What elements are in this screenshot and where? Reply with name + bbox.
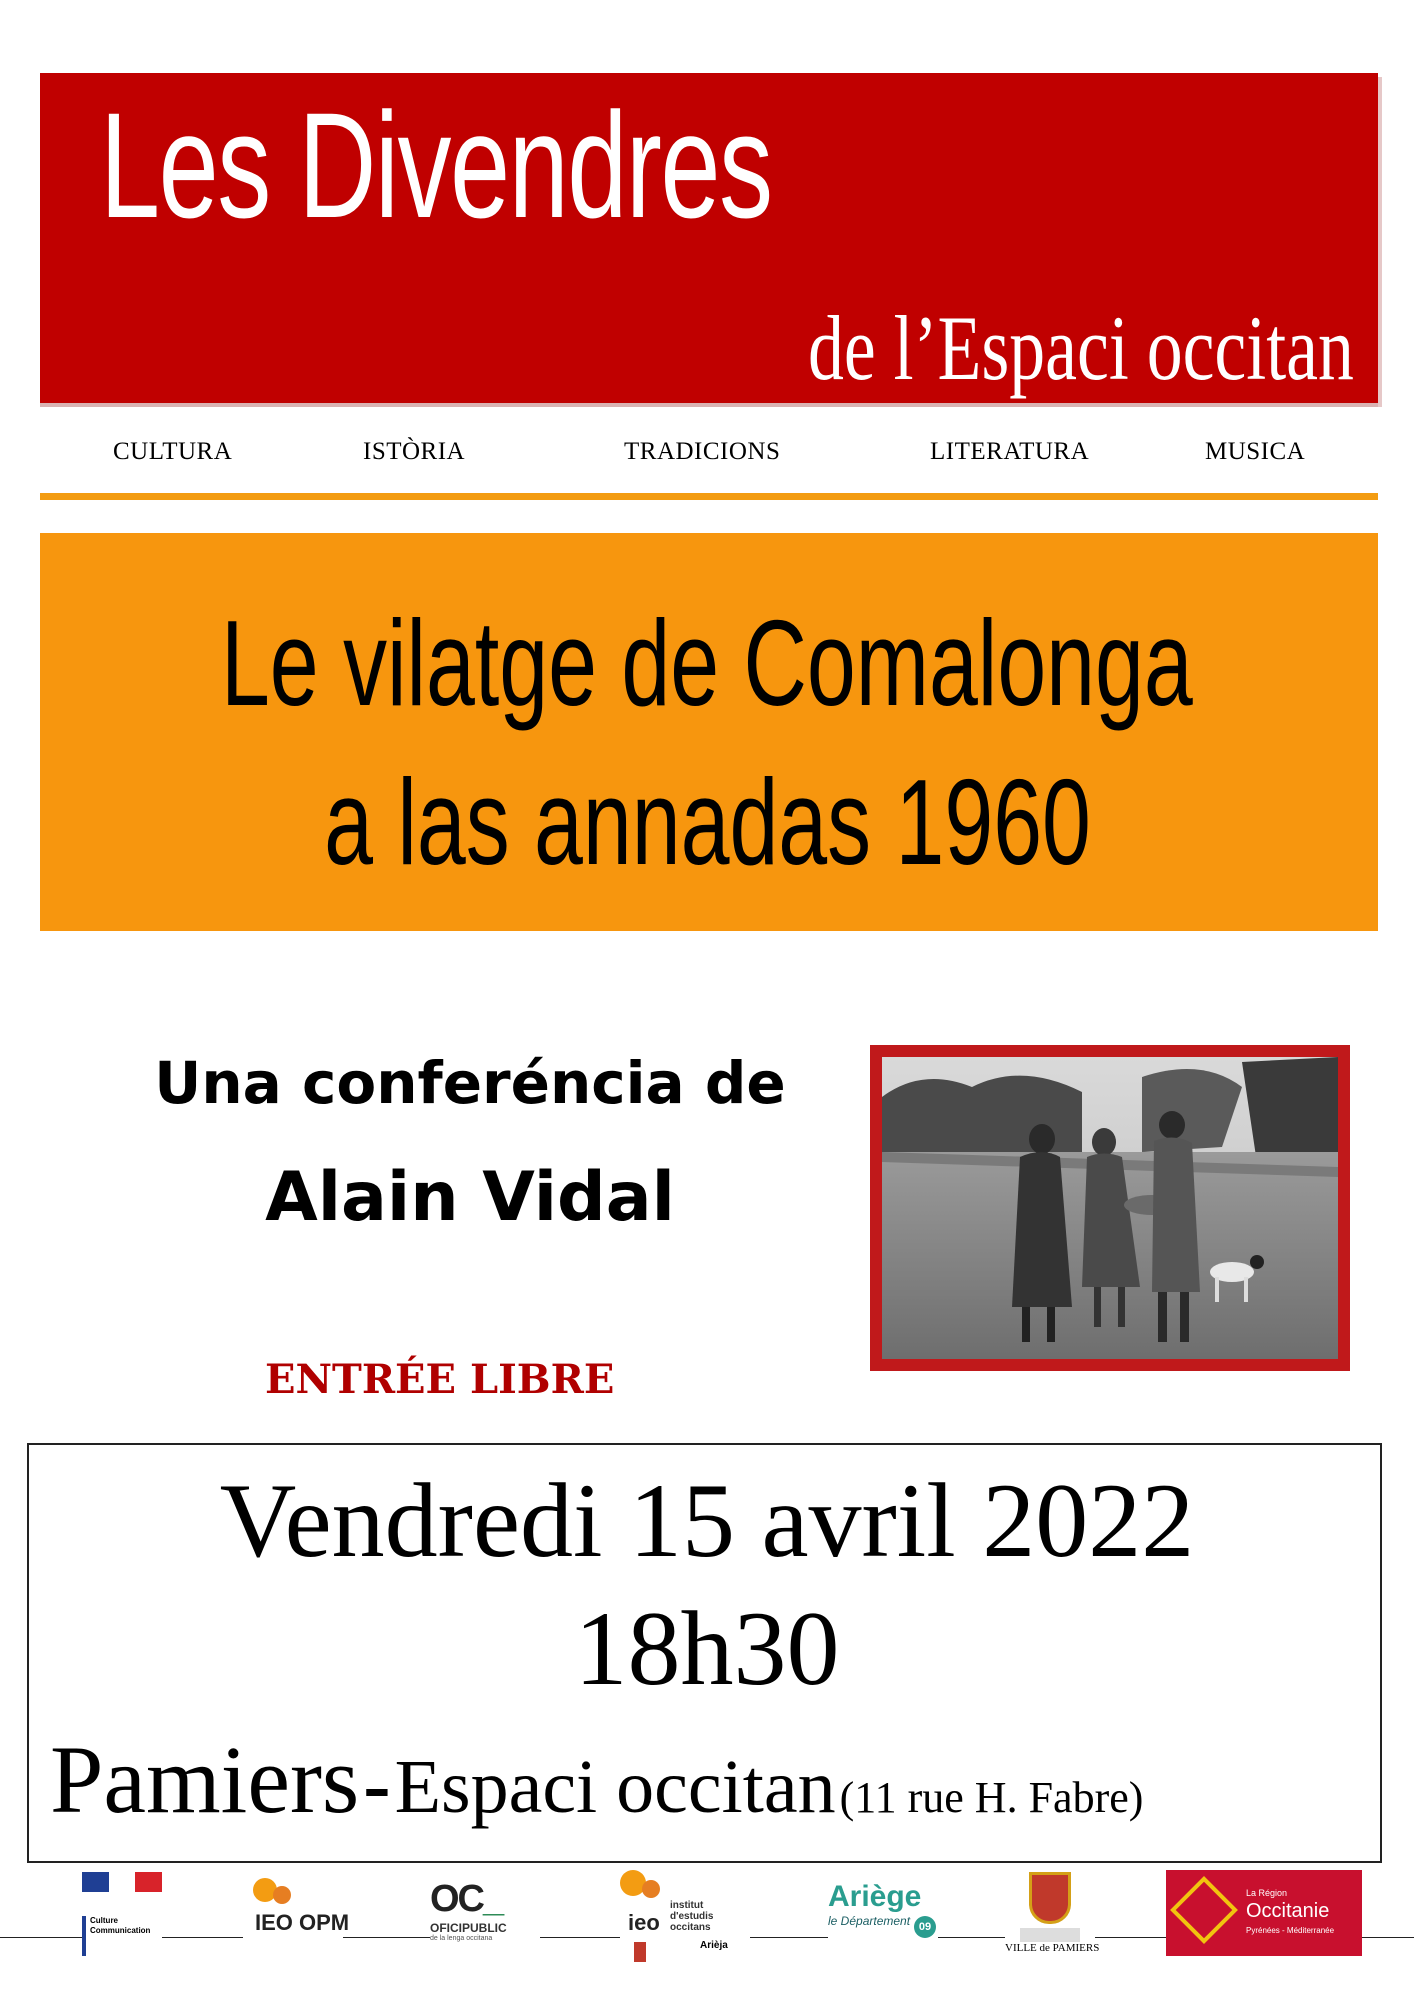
free-entry-label: ENTRÉE LIBRE <box>265 1356 615 1403</box>
venue-name: Espaci occitan <box>394 1745 836 1829</box>
ariege-logo: Ariège le Département 09 <box>828 1880 938 1955</box>
photo-frame <box>870 1045 1350 1371</box>
oficipublic-logo: OC_ OFICIPUBLIC de la lenga occitana <box>430 1878 540 1964</box>
topic-musica: MUSICA <box>1205 438 1306 465</box>
venue-city: Pamiers <box>50 1726 360 1833</box>
topic-istoria: ISTÒRIA <box>363 438 466 465</box>
event-title-line-2: a las annadas 1960 <box>323 754 1091 890</box>
topic-tradicions: TRADICIONS <box>624 438 781 465</box>
speaker-name: Alain Vidal <box>265 1158 675 1237</box>
pamiers-logo: VILLE de PAMIERS <box>1005 1872 1095 1972</box>
banner-title: Les Divendres <box>100 81 772 249</box>
region-occitanie-logo: La Région Occitanie Pyrénées - Méditerranée <box>1166 1870 1362 1956</box>
village-photo <box>882 1057 1338 1359</box>
topic-literatura: LITERATURA <box>930 438 1090 465</box>
venue-line <box>50 1725 1143 1835</box>
venue-address: (11 rue H. Fabre) <box>839 1773 1144 1822</box>
conference-intro: Una conferéncia de <box>154 1049 786 1117</box>
prefecture-logo: Culture Communication <box>82 1872 162 1980</box>
event-title-line-1: Le vilatge de Comalonga <box>221 595 1193 731</box>
ieo-arieja-logo: ieo institut d'estudis occitans Arièja <box>620 1870 750 1970</box>
venue-dash: - <box>363 1739 391 1830</box>
event-time: 18h30 <box>574 1590 840 1707</box>
banner-subtitle: de l’Espaci occitan <box>808 297 1354 399</box>
topic-cultura: CULTURA <box>113 438 233 465</box>
ieo-opm-logo: IEO OPM <box>243 1878 343 1964</box>
event-date: Vendredi 15 avril 2022 <box>219 1462 1195 1579</box>
divider-rule <box>40 493 1378 500</box>
